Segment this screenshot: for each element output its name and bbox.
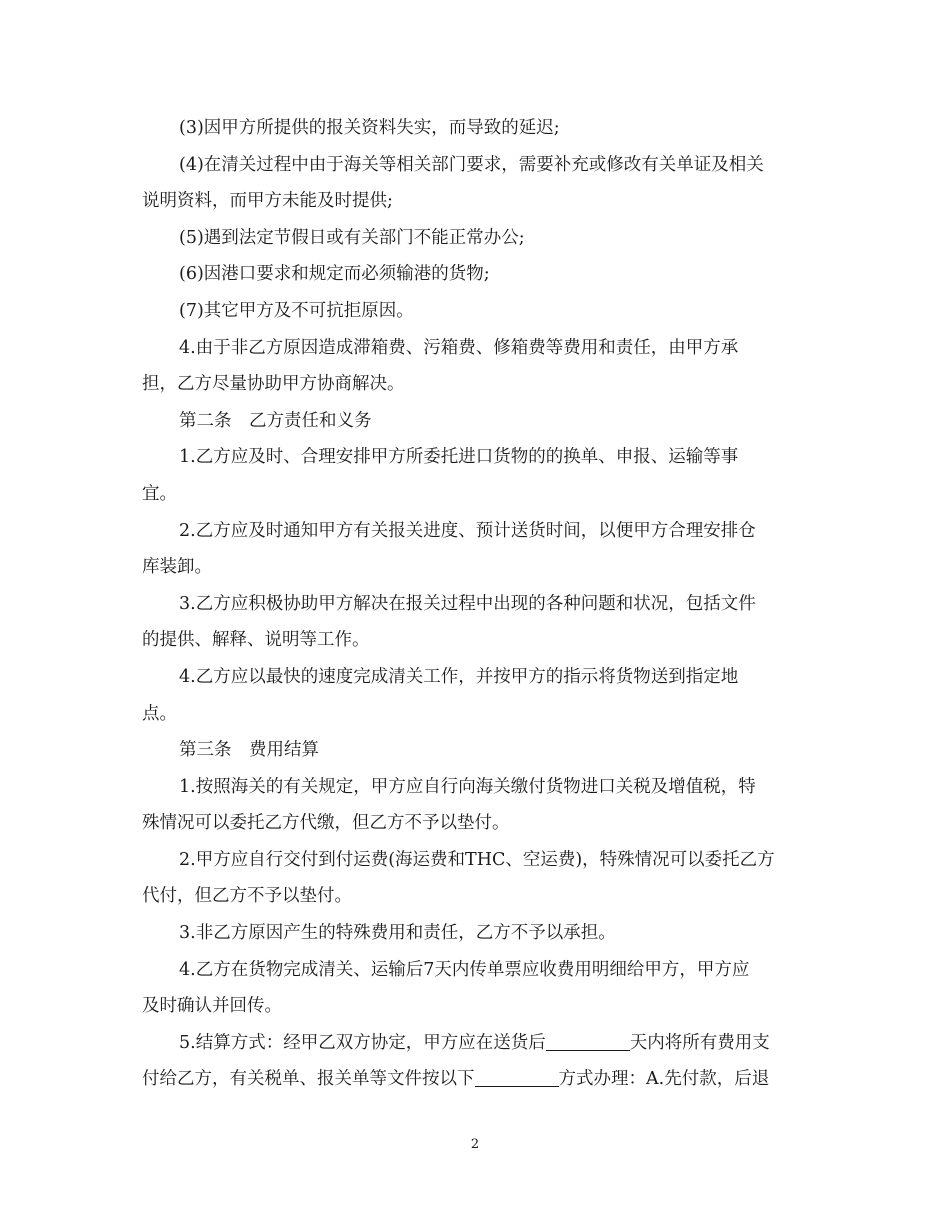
clause-line: 代付，但乙方不予以垫付。 <box>142 886 352 907</box>
clause-line: 2.乙方应及时通知甲方有关报关进度、预计送货时间，以便甲方合理安排仓 <box>179 520 756 541</box>
clause-line: 3.乙方应积极协助甲方解决在报关过程中出现的各种问题和状况，包括文件 <box>179 593 756 614</box>
clause-line: 点。 <box>142 703 177 724</box>
clause-line: 4.由于非乙方原因造成滞箱费、污箱费、修箱费等费用和责任，由甲方承 <box>179 337 739 358</box>
settlement-clause-line <box>142 1061 810 1098</box>
clause-line: 及时确认并回传。 <box>142 996 282 1017</box>
settlement-text: 5.结算方式：经甲乙双方协定，甲方应在送货后 <box>179 1032 546 1053</box>
clause-line: 的提供、解释、说明等工作。 <box>142 630 370 651</box>
clause-line: 4.乙方在货物完成清关、运输后7天内传单票应收费用明细给甲方，甲方应 <box>179 959 750 980</box>
clause-line: 库装卸。 <box>142 557 212 578</box>
clause-line: (3)因甲方所提供的报关资料失实，而导致的延迟; <box>179 118 560 138</box>
page-number: 2 <box>470 1137 480 1152</box>
clause-line: (6)因港口要求和规定而必须输港的货物; <box>179 264 490 285</box>
clause-line: 3.非乙方原因产生的特殊费用和责任，乙方不予以承担。 <box>179 923 616 944</box>
clause-line: 1.乙方应及时、合理安排甲方所委托进口货物的的换单、申报、运输等事 <box>179 447 739 468</box>
clause-line: 殊情况可以委托乙方代缴，但乙方不予以垫付。 <box>142 813 510 834</box>
settlement-clause-line <box>142 1025 810 1062</box>
article-heading: 第二条 乙方责任和义务 <box>179 410 372 431</box>
clause-line: 担，乙方尽量协助甲方协商解决。 <box>142 374 405 395</box>
clause-line: (7)其它甲方及不可抗拒原因。 <box>179 300 414 321</box>
clause-line: (4)在清关过程中由于海关等相关部门要求，需要补充或修改有关单证及相关 <box>179 154 764 175</box>
document-body <box>142 110 810 1098</box>
clause-line: 2.甲方应自行交付到付运费(海运费和THC、空运费)，特殊情况可以委托乙方 <box>179 849 775 870</box>
settlement-text: 方式办理：A.先付款，后退 <box>558 1069 770 1090</box>
article-heading: 第三条 费用结算 <box>179 740 319 761</box>
clause-line: 宜。 <box>142 483 177 504</box>
settlement-text: 天内将所有费用支 <box>629 1032 770 1053</box>
days-blank-field <box>546 1032 630 1051</box>
clause-line: (5)遇到法定节假日或有关部门不能正常办公; <box>179 227 525 248</box>
clause-line: 说明资料，而甲方未能及时提供; <box>142 191 393 212</box>
settlement-text: 付给乙方，有关税单、报关单等文件按以下 <box>142 1069 475 1090</box>
clause-line: 4.乙方应以最快的速度完成清关工作，并按甲方的指示将货物送到指定地 <box>179 666 739 687</box>
clause-line: 1.按照海关的有关规定，甲方应自行向海关缴付货物进口关税及增值税，特 <box>179 776 756 797</box>
method-blank-field <box>475 1068 559 1087</box>
